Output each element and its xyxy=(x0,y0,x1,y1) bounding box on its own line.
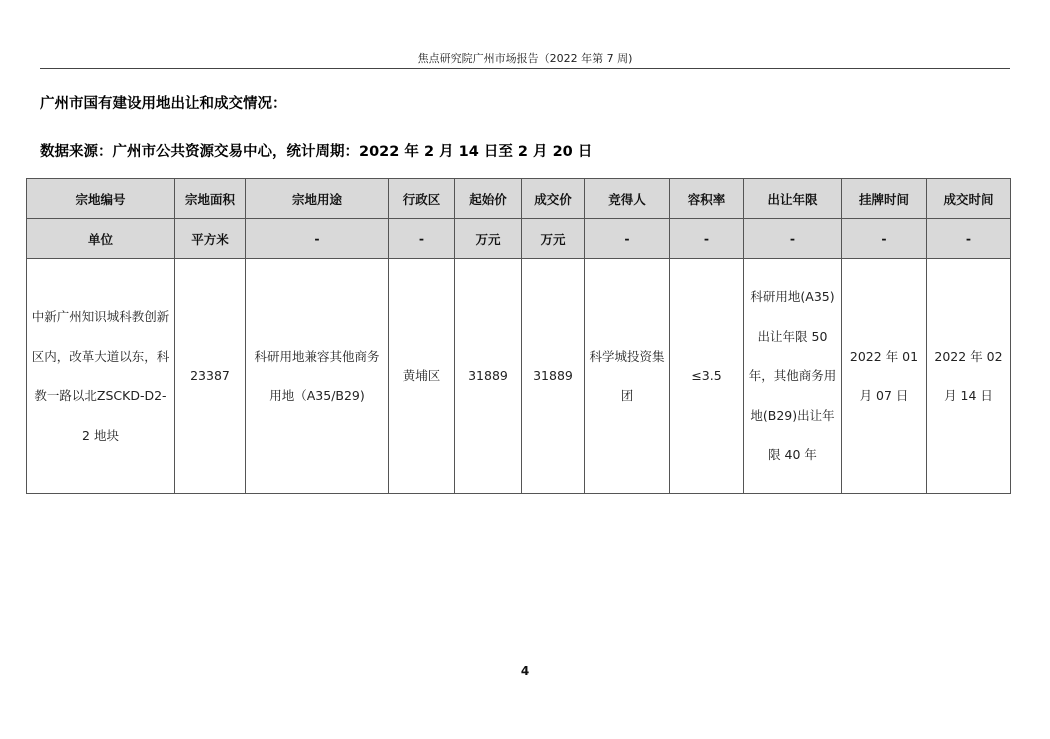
cell-winner: 科学城投资集团 xyxy=(585,259,670,494)
cell-parcel-id: 中新广州知识城科教创新区内，改革大道以东，科教一路以北ZSCKD-D2-2 地块 xyxy=(27,259,175,494)
header-rule xyxy=(40,68,1010,69)
unit-listing-date: - xyxy=(842,219,927,259)
running-header: 焦点研究院广州市场报告（2022 年第 7 周) xyxy=(417,52,633,65)
header-term: 出让年限 xyxy=(744,179,842,219)
unit-term: - xyxy=(744,219,842,259)
header-district: 行政区 xyxy=(389,179,455,219)
unit-land-use: - xyxy=(246,219,389,259)
cell-listing-date: 2022 年 01 月 07 日 xyxy=(842,259,927,494)
unit-winner: - xyxy=(585,219,670,259)
unit-label: 单位 xyxy=(27,219,175,259)
cell-far: ≤3.5 xyxy=(670,259,744,494)
cell-term: 科研用地(A35)出让年限 50 年，其他商务用地(B29)出让年限 40 年 xyxy=(744,259,842,494)
header-listing-date: 挂牌时间 xyxy=(842,179,927,219)
cell-area: 23387 xyxy=(175,259,246,494)
table-unit-row xyxy=(27,219,1011,259)
cell-district: 黄埔区 xyxy=(389,259,455,494)
header-area: 宗地面积 xyxy=(175,179,246,219)
cell-land-use: 科研用地兼容其他商务用地（A35/B29) xyxy=(246,259,389,494)
section-heading: 广州市国有建设用地出让和成交情况： xyxy=(40,96,287,112)
header-parcel-id: 宗地编号 xyxy=(27,179,175,219)
unit-district: - xyxy=(389,219,455,259)
header-winner: 竞得人 xyxy=(585,179,670,219)
unit-deal-date: - xyxy=(927,219,1011,259)
land-transaction-table xyxy=(26,178,1011,494)
header-far: 容积率 xyxy=(670,179,744,219)
header-land-use: 宗地用途 xyxy=(246,179,389,219)
unit-deal-price: 万元 xyxy=(522,219,585,259)
page-number: 4 xyxy=(520,664,530,678)
header-deal-date: 成交时间 xyxy=(927,179,1011,219)
unit-area: 平方米 xyxy=(175,219,246,259)
table-header-row xyxy=(27,179,1011,219)
unit-start-price: 万元 xyxy=(455,219,522,259)
header-deal-price: 成交价 xyxy=(522,179,585,219)
data-source-line: 数据来源：广州市公共资源交易中心，统计周期：2022 年 2 月 14 日至 2 月 20 日 xyxy=(40,144,593,160)
cell-deal-price: 31889 xyxy=(522,259,585,494)
unit-far: - xyxy=(670,219,744,259)
table-row xyxy=(27,259,1011,494)
cell-deal-date: 2022 年 02 月 14 日 xyxy=(927,259,1011,494)
header-start-price: 起始价 xyxy=(455,179,522,219)
cell-start-price: 31889 xyxy=(455,259,522,494)
